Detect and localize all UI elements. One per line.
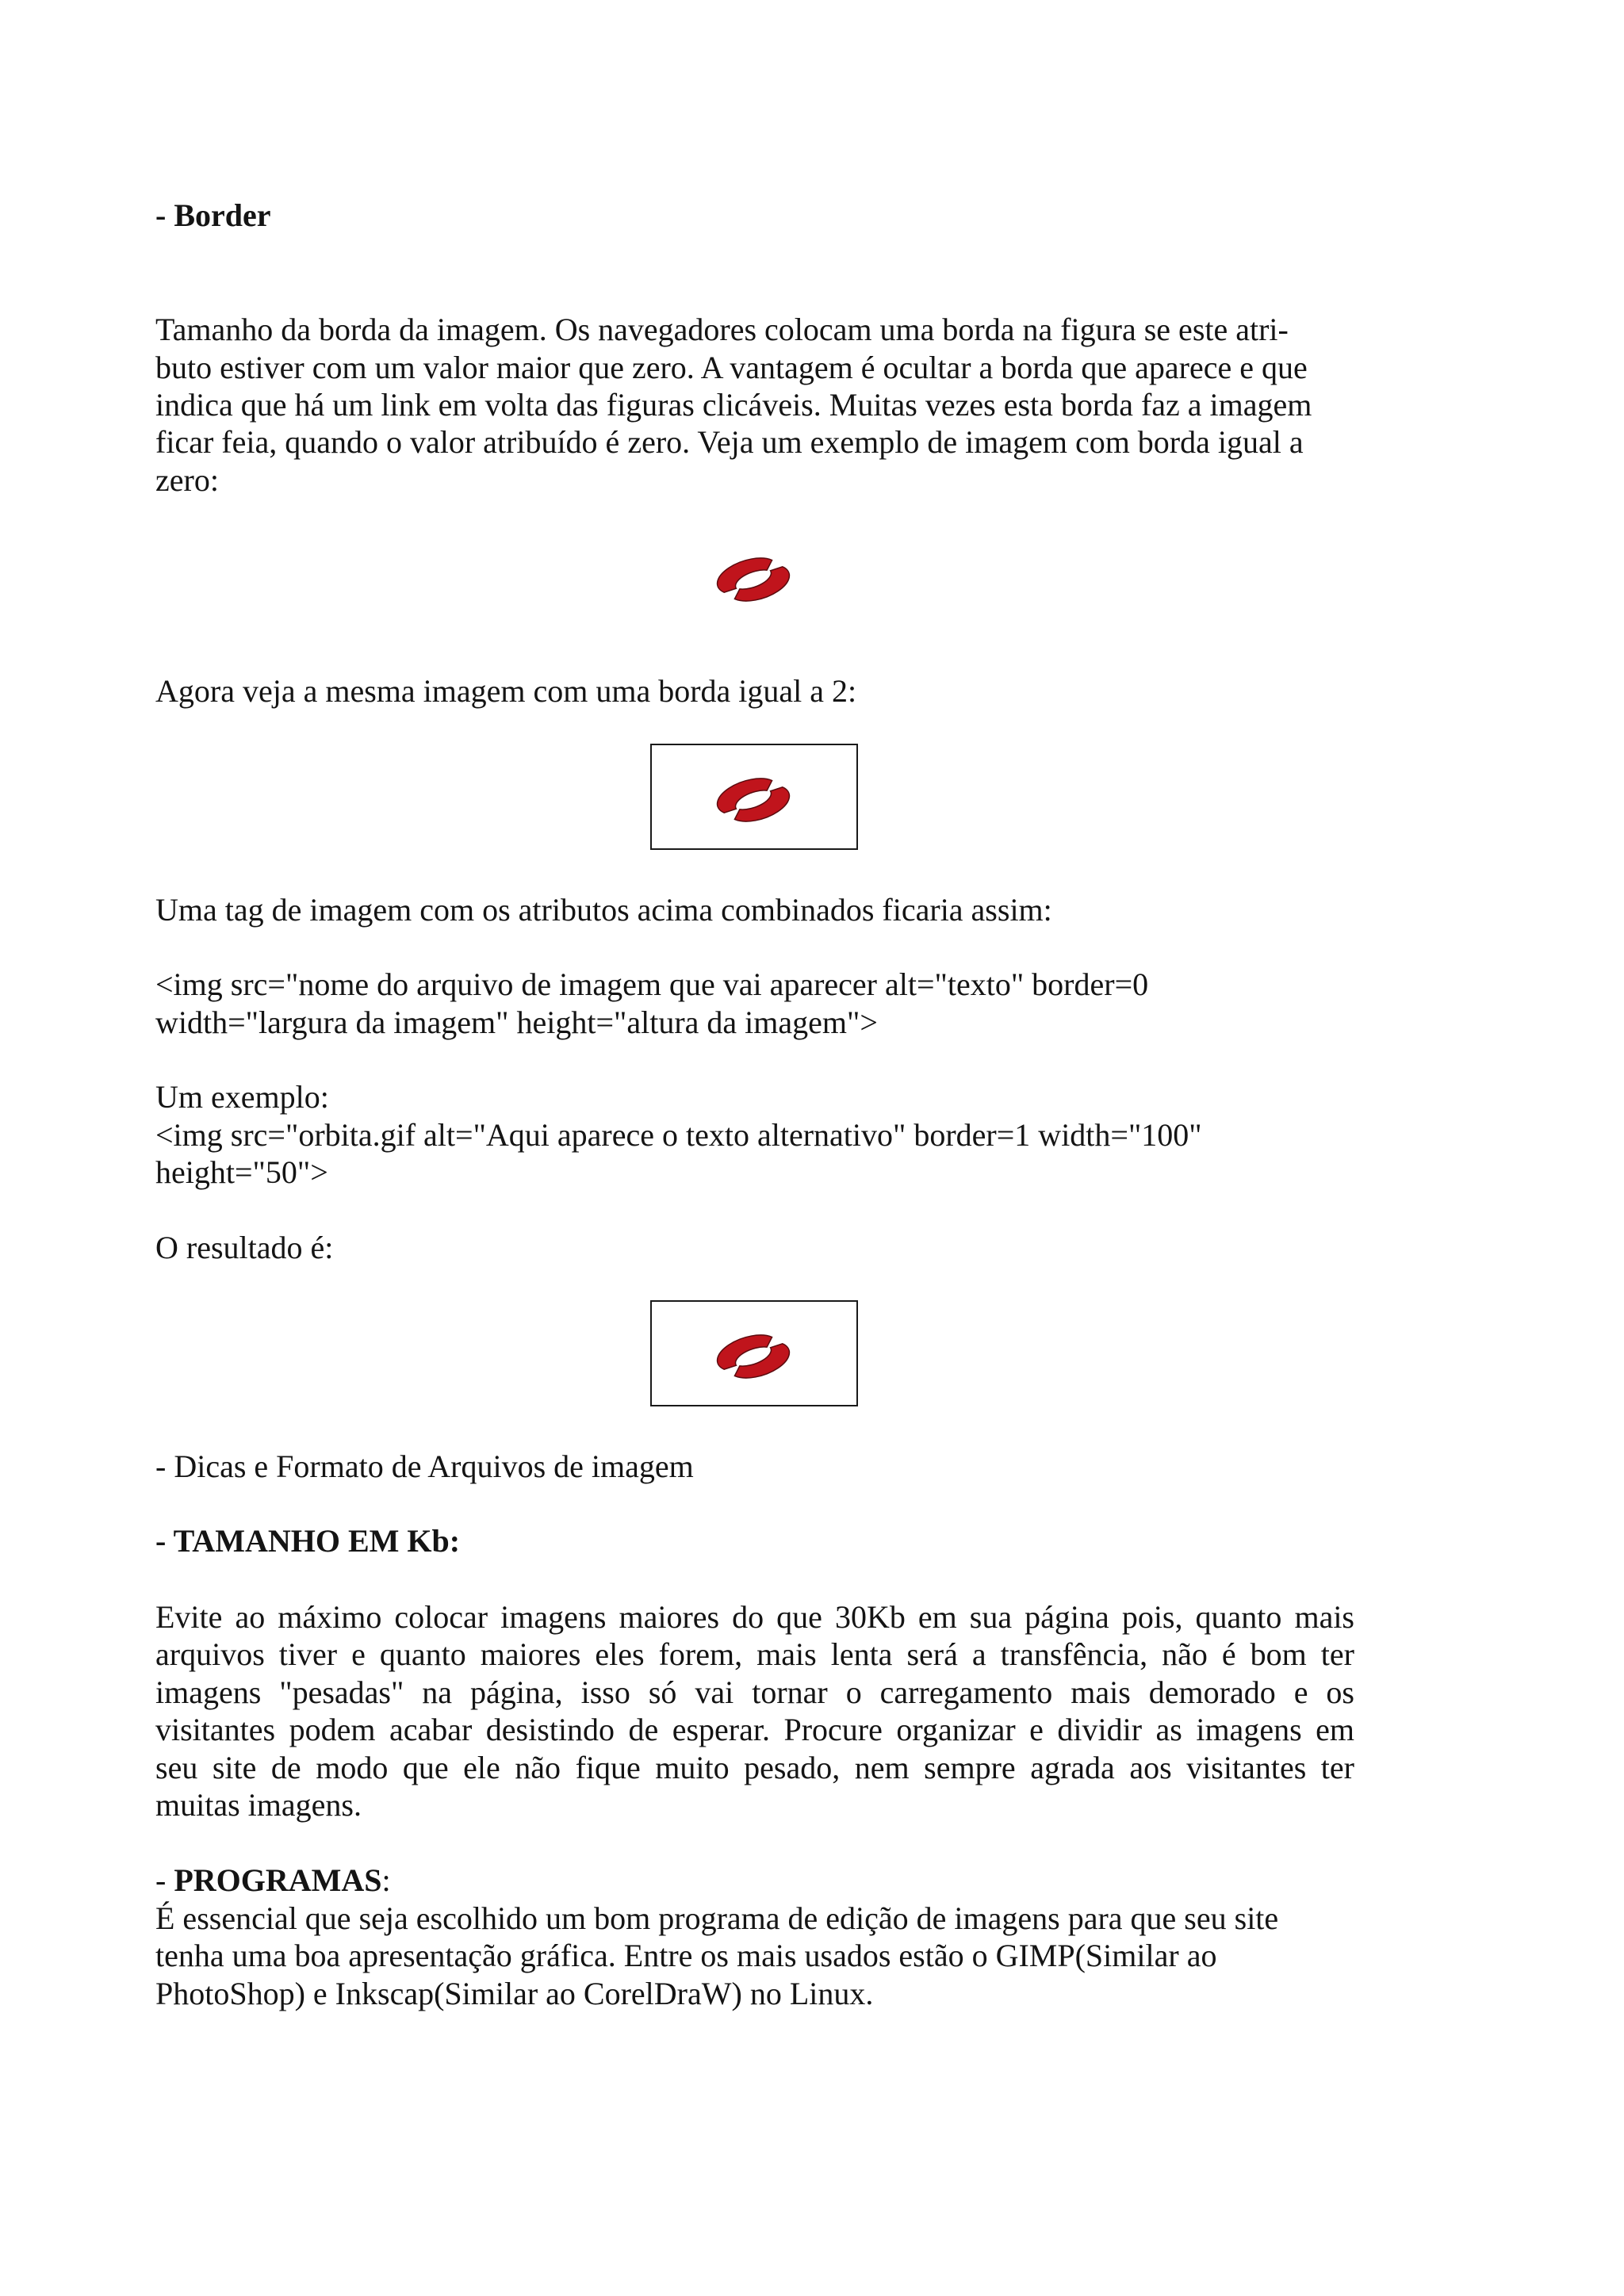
orbit-image-border-2 [650, 744, 858, 850]
code-line: height="50"> [155, 1154, 328, 1190]
heading-bold: PROGRAMAS [174, 1862, 382, 1898]
paragraph-line: muitas imagens. [155, 1787, 362, 1823]
paragraph-line: indica que há um link em volta das figuras clicáveis. Muitas vezes esta borda faz a imagem [155, 387, 1312, 423]
heading-prefix: - [155, 1862, 174, 1898]
paragraph-line: ficar feia, quando o valor atribuído é zero. Veja um exemplo de imagem com borda igual a [155, 424, 1304, 460]
paragraph-line: zero: [155, 462, 219, 498]
heading-suffix: : [381, 1862, 391, 1898]
orbit-figure [714, 1332, 793, 1381]
heading-size: - TAMANHO EM Kb: [155, 1523, 461, 1559]
paragraph-line: PhotoShop) e Inkscap(Similar ao CorelDraW) no Linux. [155, 1976, 874, 2011]
paragraph-line: imagens "pesadas" na página, isso só vai tornar o carregamento mais demorado e os [155, 1674, 1354, 1710]
paragraph-line: arquivos tiver e quanto maiores eles forem, mais lenta será a transfência, não é bom ter [155, 1636, 1354, 1672]
paragraph-line: Tamanho da borda da imagem. Os navegadores colocam uma borda na figura se este atri- [155, 312, 1289, 347]
code-line: <img src="nome do arquivo de imagem que vai aparecer alt="texto" border=0 [155, 966, 1149, 1002]
example-label: Um exemplo: [155, 1079, 329, 1115]
caption-border-2: Agora veja a mesma imagem com uma borda igual a 2: [155, 673, 857, 709]
paragraph-line: seu site de modo que ele não fique muito pesado, nem sempre agrada aos visitantes ter [155, 1750, 1354, 1785]
heading-programs [155, 1862, 391, 1900]
code-line: <img src="orbita.gif alt="Aqui aparece o texto alternativo" border=1 width="100" [155, 1117, 1202, 1153]
paragraph-line: É essencial que seja escolhido um bom programa de edição de imagens para que seu site [155, 1900, 1279, 1936]
result-label: O resultado é: [155, 1230, 334, 1265]
orbit-icon [714, 1332, 793, 1381]
orbit-image-result [650, 1300, 858, 1406]
caption-combined: Uma tag de imagem com os atributos acima combinados ficaria assim: [155, 892, 1052, 928]
orbit-image-border-0 [714, 555, 793, 604]
paragraph-line: tenha uma boa apresentação gráfica. Entre os mais usados estão o GIMP(Similar ao [155, 1938, 1217, 1973]
orbit-icon [714, 555, 793, 604]
paragraph-line: buto estiver com um valor maior que zero. A vantagem é ocultar a borda que aparece e que [155, 350, 1308, 385]
paragraph-line: visitantes podem acabar desistindo de esperar. Procure organizar e dividir as imagens em [155, 1712, 1354, 1747]
heading-tips: - Dicas e Formato de Arquivos de imagem [155, 1448, 694, 1484]
code-line: width="largura da imagem" height="altura da imagem"> [155, 1004, 878, 1040]
orbit-figure [714, 775, 793, 825]
heading-border: - Border [155, 197, 271, 233]
paragraph-line: Evite ao máximo colocar imagens maiores do que 30Kb em sua página pois, quanto mais [155, 1599, 1354, 1635]
orbit-icon [714, 775, 793, 825]
